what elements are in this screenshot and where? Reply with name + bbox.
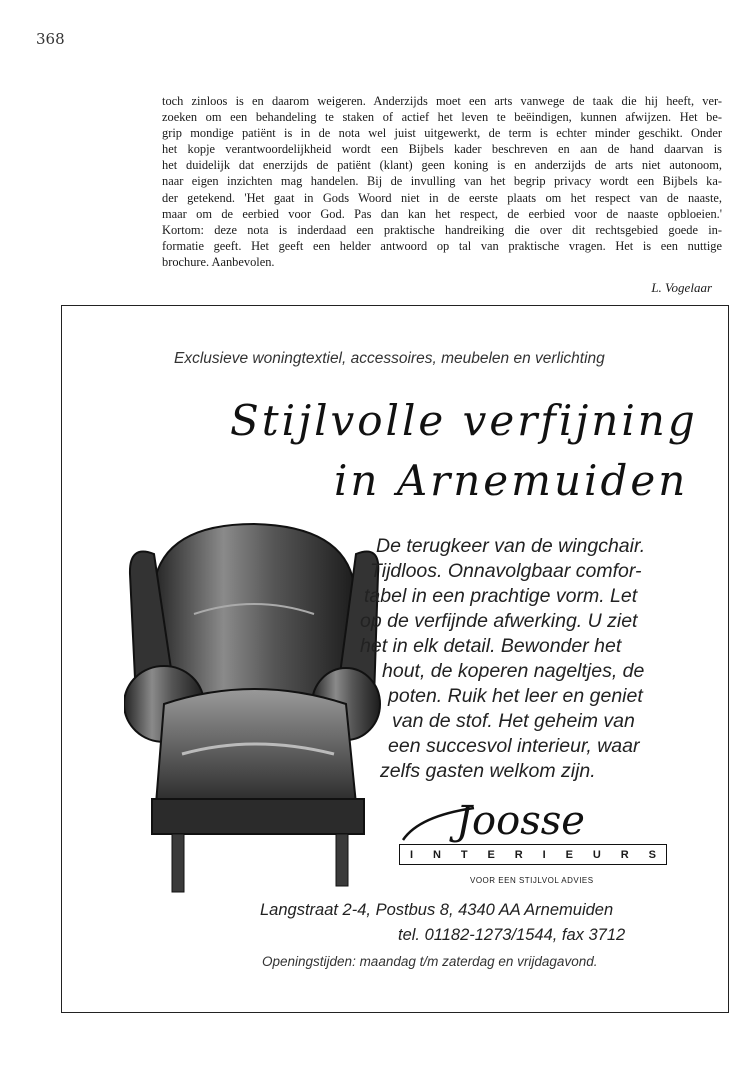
ad-headline-location: in Arnemuiden [334,456,689,505]
advertisement [61,305,729,1013]
ad-tagline: Exclusieve woningtextiel, accessoires, meubelen en verlichting [174,350,605,367]
company-logo: Joosse [456,798,585,844]
logo-letter: T [460,848,468,861]
logo-bar [399,844,667,865]
logo-letter: I [542,848,546,861]
review-author: L. Vogelaar [651,280,712,295]
ad-address: Langstraat 2-4, Postbus 8, 4340 AA Arnemuiden [260,901,614,919]
wingchair-illustration [124,514,394,904]
review-line: formatie geeft. Het geeft een helder antwoord op tal van praktische vragen. Het is een nuttige [162,238,722,253]
logo-letter: E [565,848,573,861]
review-line: naar eigen inzichten mag handelen. Bij de invulling van het begrip privacy wordt een Bijbels ka- [162,174,722,189]
ad-opening-hours: Openingstijden: maandag t/m zaterdag en vrijdagavond. [262,954,598,969]
logo-letter: E [487,848,495,861]
review-text [162,93,722,270]
logo-subtitle: VOOR EEN STIJLVOL ADVIES [470,876,594,885]
ad-description-line: Tijdloos. Onnavolgbaar comfor- [370,560,642,582]
ad-description-line: tabel in een prachtige vorm. Let [364,585,638,607]
logo-letter: N [432,848,441,861]
logo-letter: R [620,848,629,861]
logo-letter: R [514,848,523,861]
ad-description-line: poten. Ruik het leer en geniet [388,685,643,707]
review-line: het kopje verantwoordelijkheid wordt een Bijbels kader beschreven en aan de hand daarvan is [162,142,722,157]
ad-description-line: een succesvol interieur, waar [388,735,640,757]
page-number: 368 [36,30,65,48]
logo-letter: I [409,848,414,861]
review-line: het duidelijk dat enerzijds de patiënt (klant) geen koning is en anderzijds de arts niet autonoom, [162,158,722,173]
review-line: brochure. Aanbevolen. [162,254,275,269]
ad-description-line: De terugkeer van de wingchair. [376,535,646,557]
ad-description-line: het in elk detail. Bewonder het [360,635,622,657]
ad-headline: Stijlvolle verfijning [230,396,698,445]
ad-phone-fax: tel. 01182-1273/1544, fax 3712 [398,926,626,944]
logo-letter: S [648,848,656,861]
review-line: zoeken om een behandeling te staken of actief het leven te beëindigen, kunnen afwijzen. Het be- [162,110,722,125]
logo-letter: U [592,848,601,861]
review-line: der getekend. 'Het gaat in Gods Woord niet in de eerste plaats om het respect van de naaste, [162,190,722,205]
review-line: grip mondige patiënt is in de nota wel juist uitgewerkt, de term is echter minder geschikt. Onder [162,126,722,141]
review-line: maar om de eerbied voor God. Pas dan kan het respect, de eerbied voor de naaste opbloeien.' [162,206,722,221]
ad-description-line: hout, de koperen nageltjes, de [382,660,645,682]
review-line: toch zinloos is en daarom weigeren. Anderzijds moet een arts vanwege de taak die hij heeft, ver- [162,94,722,108]
ad-description-line: van de stof. Het geheim van [392,710,635,732]
review-line: Kortom: deze nota is inderdaad een praktische handreiking die over dit rechtsgebied goede in- [162,222,722,237]
ad-description-line: op de verfijnde afwerking. U ziet [360,610,638,632]
ad-description-line: zelfs gasten welkom zijn. [380,760,596,782]
